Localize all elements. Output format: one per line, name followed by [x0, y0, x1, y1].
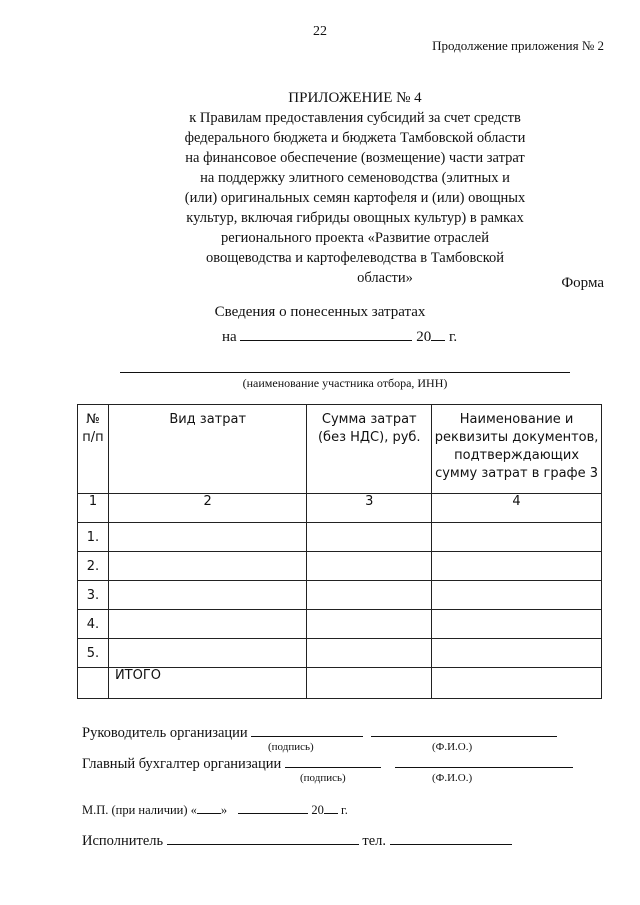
date-prefix: на — [222, 329, 237, 345]
amount-cell[interactable] — [307, 523, 432, 552]
accountant-name-blank[interactable] — [395, 755, 573, 768]
name-caption: (Ф.И.О.) — [432, 772, 473, 784]
table-row — [78, 581, 602, 610]
page-number: 22 — [313, 24, 327, 39]
report-title: Сведения о понесенных затратах — [214, 304, 426, 320]
stamp-close: » — [220, 803, 228, 817]
appendix-text-line: федерального бюджета и бюджета Тамбовской области — [184, 130, 526, 146]
appendix-text-line: культур, включая гибриды овощных культур) в рамках — [186, 210, 524, 226]
date-suffix: г. — [448, 329, 458, 345]
report-date — [222, 326, 457, 346]
head-signature-line — [82, 724, 557, 742]
appendix-title: ПРИЛОЖЕНИЕ № 4 — [288, 90, 422, 106]
cost-type-cell[interactable] — [108, 610, 306, 639]
amount-cell[interactable] — [307, 639, 432, 668]
head-name-blank[interactable] — [371, 724, 557, 737]
cost-type-cell[interactable] — [108, 523, 306, 552]
participant-caption: (наименование участника отбора, ИНН) — [242, 376, 448, 390]
signature-caption: (подпись) — [268, 741, 314, 753]
table-row — [78, 552, 602, 581]
header-documents: Наименование и реквизиты документов, подтверждающих сумму затрат в графе 3 — [432, 405, 602, 494]
amount-cell[interactable] — [307, 581, 432, 610]
row-index: 5. — [78, 639, 109, 668]
participant-blank-line — [120, 372, 570, 373]
stamp-day-blank[interactable] — [197, 801, 221, 814]
signature-caption: (подпись) — [300, 772, 346, 784]
appendix-text-line: (или) оригинальных семян картофеля и (или) овощных — [184, 190, 526, 206]
table-row — [78, 639, 602, 668]
cost-type-cell[interactable] — [108, 552, 306, 581]
stamp-month-blank[interactable] — [238, 801, 308, 814]
column-number-row — [78, 494, 602, 523]
table-row — [78, 610, 602, 639]
header-amount: Сумма затрат (без НДС), руб. — [307, 405, 432, 494]
appendix-text-line: регионального проекта «Развитие отраслей — [221, 230, 489, 246]
form-label: Форма — [561, 275, 604, 291]
documents-cell[interactable] — [432, 523, 602, 552]
row-index: 2. — [78, 552, 109, 581]
appendix-text-line: к Правилам предоставления субсидий за счет средств — [189, 110, 521, 126]
header-cost-type: Вид затрат — [108, 405, 306, 494]
amount-cell[interactable] — [307, 610, 432, 639]
column-number: 3 — [307, 494, 432, 523]
column-number: 4 — [432, 494, 602, 523]
table-row — [78, 523, 602, 552]
accountant-signature-line — [82, 755, 573, 773]
row-index: 3. — [78, 581, 109, 610]
cost-type-cell[interactable] — [108, 581, 306, 610]
amount-cell[interactable] — [307, 552, 432, 581]
row-index: 1. — [78, 523, 109, 552]
head-signature-blank[interactable] — [251, 724, 363, 737]
appendix-text-line: на поддержку элитного семеноводства (элитных и — [200, 170, 510, 186]
row-index: 4. — [78, 610, 109, 639]
executor-label: Исполнитель — [82, 833, 164, 849]
appendix-text-line: области» — [357, 270, 413, 286]
stamp-year-blank[interactable] — [324, 801, 338, 814]
executor-blank[interactable] — [167, 832, 359, 845]
year-blank — [431, 326, 445, 341]
phone-label: тел. — [362, 833, 386, 849]
documents-cell[interactable] — [432, 552, 602, 581]
total-label: ИТОГО — [108, 668, 306, 699]
total-documents-cell[interactable] — [432, 668, 602, 699]
stamp-year: 20 — [311, 803, 324, 817]
header-number: № п/п — [78, 405, 109, 494]
accountant-signature-blank[interactable] — [285, 755, 381, 768]
date-year: 20 — [416, 329, 432, 345]
column-number: 1 — [78, 494, 109, 523]
costs-table — [77, 404, 602, 699]
date-blank — [240, 326, 412, 341]
stamp-line — [82, 801, 348, 818]
head-label: Руководитель организации — [82, 725, 248, 741]
phone-blank[interactable] — [390, 832, 512, 845]
continuation-note: Продолжение приложения № 2 — [432, 38, 604, 53]
executor-line — [82, 832, 512, 850]
documents-cell[interactable] — [432, 610, 602, 639]
name-caption: (Ф.И.О.) — [432, 741, 473, 753]
column-number: 2 — [108, 494, 306, 523]
documents-cell[interactable] — [432, 581, 602, 610]
total-amount-cell[interactable] — [307, 668, 432, 699]
table-header-row — [78, 405, 602, 494]
appendix-text-line: овощеводства и картофелеводства в Тамбовской — [205, 250, 505, 266]
accountant-label: Главный бухгалтер организации — [82, 756, 282, 772]
appendix-text-line: на финансовое обеспечение (возмещение) части затрат — [185, 150, 525, 166]
total-index-cell — [78, 668, 109, 699]
cost-type-cell[interactable] — [108, 639, 306, 668]
total-row — [78, 668, 602, 699]
stamp-suffix: г. — [341, 803, 348, 817]
stamp-label: М.П. (при наличии) « — [82, 803, 197, 817]
documents-cell[interactable] — [432, 639, 602, 668]
